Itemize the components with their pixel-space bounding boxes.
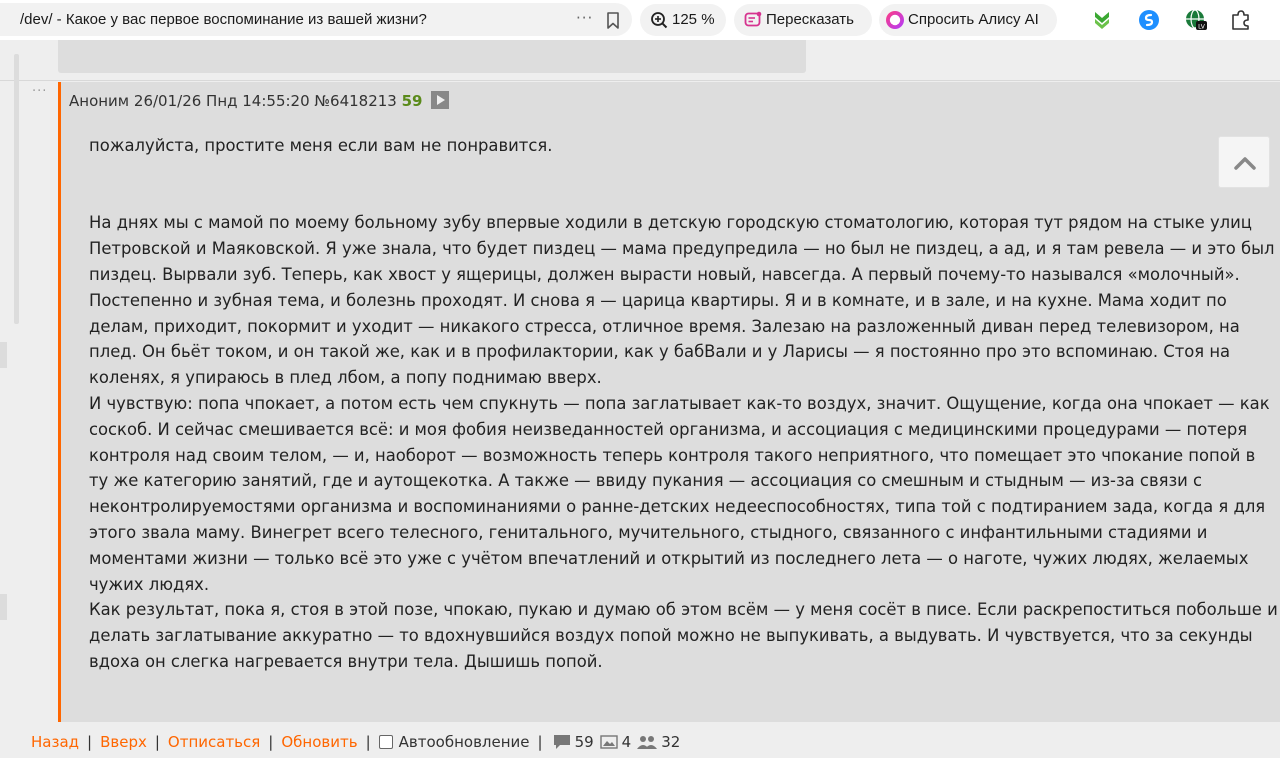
unsubscribe-link[interactable]: Отписаться <box>167 733 261 751</box>
posters-count: 32 <box>661 733 681 751</box>
autorefresh-label[interactable]: Автообновление <box>398 733 530 751</box>
post <box>58 82 1280 722</box>
up-link[interactable]: Вверх <box>100 733 147 751</box>
puzzle-extension-icon[interactable] <box>1230 9 1252 31</box>
zoom-icon <box>650 11 668 29</box>
autorefresh-checkbox[interactable] <box>379 735 393 749</box>
retell-button[interactable] <box>734 4 872 36</box>
address-text[interactable]: /dev/ - Какое у вас первое воспоминание из вашей жизни? <box>20 11 427 28</box>
post-menu-icon[interactable]: ··· <box>32 84 48 99</box>
address-bar[interactable] <box>0 3 632 36</box>
play-icon[interactable] <box>431 91 449 109</box>
left-marker <box>0 342 7 368</box>
reply-count: 59 <box>401 92 423 110</box>
download-icon[interactable] <box>1091 9 1113 31</box>
post-paragraph: На днях мы с мамой по моему больному зубу впервые ходили в детскую городскую стоматологию, которая тут рядом на стыке улиц Петровской и Маяковской. Я уже знала, что будет пиздец — мама предупредила — но был не пиздец, а ад, и я там ревела — и это был пиздец. Вырвали зуб. Теперь, как хвост у ящерицы, должен вырасти новый, навсегда. А первый почему-то назывался «молочный». <box>89 213 1275 284</box>
thread-nav: Назад | Вверх | Отписаться | Обновить | Автообновление | 59 4 32 <box>31 733 681 751</box>
images-icon <box>600 734 618 750</box>
refresh-link[interactable]: Обновить <box>281 733 358 751</box>
scroll-to-top-button[interactable] <box>1218 136 1270 188</box>
zoom-level: 125 % <box>672 11 715 28</box>
post-paragraph: пожалуйста, простите меня если вам не понравится. <box>89 136 553 155</box>
svg-text:LV: LV <box>1198 23 1205 31</box>
chevron-up-icon <box>1219 137 1271 189</box>
post-author: Аноним <box>69 92 130 110</box>
retell-icon <box>744 11 762 29</box>
post-datetime: 26/01/26 Пнд 14:55:20 <box>133 92 310 110</box>
more-icon[interactable]: ··· <box>576 9 594 27</box>
post-paragraph: Постепенно и зубная тема, и болезнь проходят. И снова я — царица квартиры. Я и в комнате, и в зале, и на кухне. Мама ходит по делам, приходит, покормит и уходит — никакого стресса, отличное время. Залезаю на разложенный диван перед телевизором, на плед. Он бьёт током, и он такой же, как и в профилактории, как у бабВали и у Ларисы — я постоянно про это вспоминаю. Стоя на коленях, я упираюсь в плед лбом, а попу поднимаю вверх. <box>89 290 1240 388</box>
ask-alice-button[interactable] <box>879 4 1057 36</box>
left-scroll-track <box>14 54 19 324</box>
posters-icon <box>637 734 657 750</box>
post-paragraph: И чувствую: попа чпокает, а потом есть чем спукнуть — попа заглатывает как-то воздух, значит. Ощущение, когда она чпокает — как соскоб. И сейчас смешивается всё: и моя фобия неизведанностей организма, и ассоциация с медицинскими процедурами — потеря контроля над своим телом, — и, наоборот — возможность теперь контроля такого неприятного, что помещает это чпокание попой в ту же категорию занятий, где и аутощекотка. А также — ввиду пукания — ассоциация со смешным и стыдным — из-за связи с неконтролируемостями организма и воспоминаниями о ранне-детских недееспособностях, типа той с подтиранием зада, когда я для этого звала маму. Винегрет всего телесного, генитального, мучительного, стыдного, связанного с инфантильными стадиями и моментами жизни — только всё это уже с учётом впечатлений и открытий из последнего лета — о наготе, чужих людях, желаемых чужих людях. <box>89 393 1270 594</box>
browser-toolbar <box>0 0 1280 40</box>
shazam-icon[interactable] <box>1138 9 1160 31</box>
post-paragraph: Как результат, пока я, стоя в этой позе, чпокаю, пукаю и думаю об этом всём — у меня сосёт в писе. Если раскрепоститься побольше и делать заглатывание аккуратно — то вдохнувшийся воздух попой можно не выпукивать, а выдувать. И чувствуется, что за секунды вдоха он слегка нагревается внутри тела. Дышишь попой. <box>89 600 1278 671</box>
images-count: 4 <box>621 733 632 751</box>
post-header <box>69 91 449 110</box>
zoom-button[interactable] <box>640 4 726 36</box>
retell-label: Пересказать <box>766 11 854 28</box>
ask-alice-label: Спросить Алису AI <box>908 11 1039 28</box>
left-marker <box>0 594 7 620</box>
post-number[interactable]: №6418213 <box>314 92 397 110</box>
page-content <box>0 40 1280 758</box>
previous-post <box>58 40 806 73</box>
posts-icon <box>553 734 571 750</box>
post-body <box>89 133 1279 675</box>
bookmark-icon[interactable] <box>606 12 620 29</box>
divider <box>0 80 1280 81</box>
posts-count: 59 <box>574 733 594 751</box>
back-link[interactable]: Назад <box>31 733 80 751</box>
vpn-globe-icon[interactable] <box>1185 9 1207 31</box>
alice-icon <box>885 10 905 30</box>
